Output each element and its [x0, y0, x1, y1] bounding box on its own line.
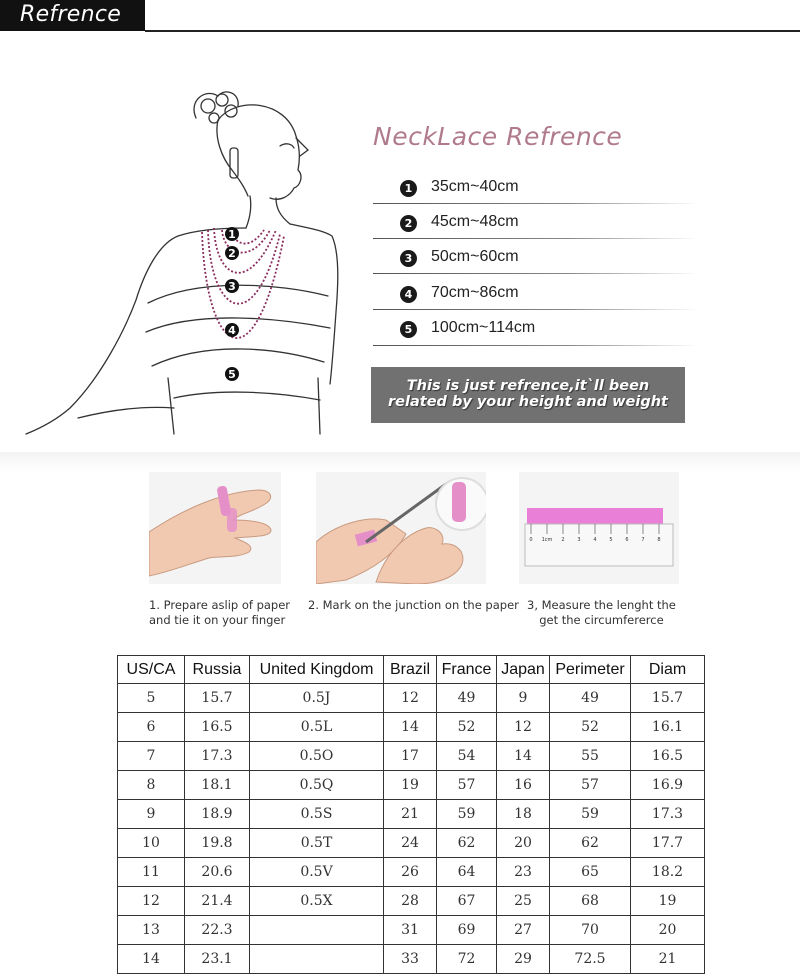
table-cell	[250, 945, 384, 974]
table-cell: 0.5J	[250, 684, 384, 713]
table-row	[118, 713, 705, 742]
table-cell: 17.3	[185, 742, 250, 771]
table-cell: 0.5S	[250, 800, 384, 829]
row-divider	[373, 203, 698, 204]
table-cell: 52	[437, 713, 497, 742]
table-cell: 62	[550, 829, 631, 858]
table-cell: 33	[384, 945, 437, 974]
table-cell: 14	[497, 742, 550, 771]
step-2-caption: 2. Mark on the junction on the paper	[308, 598, 519, 612]
table-cell: 59	[437, 800, 497, 829]
column-header: Brazil	[384, 656, 437, 684]
table-row	[118, 771, 705, 800]
ring-size-table	[117, 655, 705, 974]
table-cell: 17.3	[631, 800, 705, 829]
table-row	[118, 887, 705, 916]
table-cell: 20	[497, 829, 550, 858]
svg-text:5: 5	[228, 368, 236, 381]
table-cell: 62	[437, 829, 497, 858]
table-cell: 68	[550, 887, 631, 916]
table-cell: 70	[550, 916, 631, 945]
note-line-1: This is just refrence,it`ll been	[406, 378, 650, 394]
ruler-tick: 6	[625, 537, 629, 543]
table-cell: 57	[437, 771, 497, 800]
table-cell: 20	[631, 916, 705, 945]
column-header: France	[437, 656, 497, 684]
table-cell: 0.5L	[250, 713, 384, 742]
ruler-tick: 0	[529, 537, 533, 543]
column-header: Russia	[185, 656, 250, 684]
table-row	[118, 742, 705, 771]
table-cell: 14	[118, 945, 185, 974]
table-cell: 7	[118, 742, 185, 771]
reference-note	[371, 367, 685, 423]
table-cell: 49	[550, 684, 631, 713]
table-cell: 18.1	[185, 771, 250, 800]
svg-text:2: 2	[228, 247, 236, 260]
number-3-icon: 3	[400, 250, 417, 267]
length-label: 100cm~114cm	[431, 319, 536, 336]
table-cell: 14	[384, 713, 437, 742]
header-bar	[0, 0, 800, 32]
section-divider	[0, 452, 800, 472]
row-divider	[373, 345, 698, 346]
table-cell: 17.7	[631, 829, 705, 858]
ruler-tick: 8	[657, 537, 661, 543]
table-cell: 69	[437, 916, 497, 945]
table-cell: 24	[384, 829, 437, 858]
table-cell: 11	[118, 858, 185, 887]
length-row	[400, 176, 700, 210]
step-3-image	[519, 472, 679, 584]
table-cell: 21.4	[185, 887, 250, 916]
column-header: United Kingdom	[250, 656, 384, 684]
ruler-tick: 5	[609, 537, 613, 543]
ruler-tick: 7	[641, 537, 645, 543]
table-row	[118, 800, 705, 829]
table-cell: 67	[437, 887, 497, 916]
table-cell: 0.5O	[250, 742, 384, 771]
length-label: 35cm~40cm	[431, 178, 519, 195]
table-cell: 0.5X	[250, 887, 384, 916]
table-cell: 6	[118, 713, 185, 742]
row-divider	[373, 238, 698, 239]
table-cell: 18.2	[631, 858, 705, 887]
number-4-icon: 4	[400, 286, 417, 303]
table-cell: 28	[384, 887, 437, 916]
pen-marking-icon	[316, 472, 486, 584]
table-cell: 59	[550, 800, 631, 829]
row-divider	[373, 309, 698, 310]
ruler-tick: 1cm	[541, 537, 553, 543]
hand-ring-icon	[149, 472, 281, 584]
table-cell: 25	[497, 887, 550, 916]
note-line-2: related by your height and weight	[388, 394, 668, 410]
table-cell: 21	[384, 800, 437, 829]
row-divider	[373, 273, 698, 274]
table-row	[118, 684, 705, 713]
table-cell	[250, 916, 384, 945]
table-cell: 55	[550, 742, 631, 771]
number-1-icon: 1	[400, 180, 417, 197]
table-cell: 57	[550, 771, 631, 800]
column-header: Japan	[497, 656, 550, 684]
table-cell: 0.5V	[250, 858, 384, 887]
ruler-icon	[519, 472, 679, 584]
table-cell: 19	[384, 771, 437, 800]
table-cell: 20.6	[185, 858, 250, 887]
number-2-icon: 2	[400, 215, 417, 232]
table-cell: 72.5	[550, 945, 631, 974]
table-row	[118, 858, 705, 887]
table-cell: 22.3	[185, 916, 250, 945]
length-label: 50cm~60cm	[431, 248, 519, 265]
table-row	[118, 829, 705, 858]
step-3-caption: 3, Measure the lenght the get the circumfererce	[527, 598, 676, 627]
table-cell: 5	[118, 684, 185, 713]
table-cell: 26	[384, 858, 437, 887]
table-cell: 21	[631, 945, 705, 974]
table-cell: 49	[437, 684, 497, 713]
table-cell: 0.5T	[250, 829, 384, 858]
column-header: Diam	[631, 656, 705, 684]
necklace-illustration	[18, 78, 358, 438]
table-cell: 16.5	[631, 742, 705, 771]
table-body	[118, 684, 705, 974]
table-cell: 19	[631, 887, 705, 916]
ruler-tick: 4	[593, 537, 597, 543]
table-cell: 9	[497, 684, 550, 713]
table-cell: 29	[497, 945, 550, 974]
table-cell: 31	[384, 916, 437, 945]
table-cell: 12	[118, 887, 185, 916]
column-header: Perimeter	[550, 656, 631, 684]
table-cell: 12	[497, 713, 550, 742]
table-cell: 15.7	[185, 684, 250, 713]
ruler-tick: 3	[577, 537, 581, 543]
header-tab	[0, 0, 145, 31]
number-5-icon: 5	[400, 321, 417, 338]
table-cell: 8	[118, 771, 185, 800]
table-cell: 18.9	[185, 800, 250, 829]
table-cell: 16.9	[631, 771, 705, 800]
table-cell: 17	[384, 742, 437, 771]
column-header: US/CA	[118, 656, 185, 684]
table-cell: 9	[118, 800, 185, 829]
necklace-title: NeckLace Refrence	[373, 122, 623, 151]
table-cell: 72	[437, 945, 497, 974]
table-cell: 23	[497, 858, 550, 887]
table-cell: 18	[497, 800, 550, 829]
table-header-row	[118, 656, 705, 684]
table-cell: 52	[550, 713, 631, 742]
table-cell: 16.5	[185, 713, 250, 742]
svg-text:4: 4	[228, 324, 236, 337]
step-1-image	[149, 472, 281, 584]
header-title: Refrence	[20, 2, 122, 27]
table-cell: 13	[118, 916, 185, 945]
length-label: 70cm~86cm	[431, 284, 519, 301]
table-row	[118, 916, 705, 945]
table-cell: 64	[437, 858, 497, 887]
table-cell: 23.1	[185, 945, 250, 974]
table-cell: 10	[118, 829, 185, 858]
table-cell: 54	[437, 742, 497, 771]
svg-text:1: 1	[228, 228, 236, 241]
header-divider	[145, 30, 800, 32]
length-row	[400, 282, 700, 316]
table-cell: 16	[497, 771, 550, 800]
table-row	[118, 945, 705, 974]
length-row	[400, 246, 700, 280]
step-2-image	[316, 472, 486, 584]
table-cell: 27	[497, 916, 550, 945]
svg-text:3: 3	[228, 280, 236, 293]
table-cell: 19.8	[185, 829, 250, 858]
length-label: 45cm~48cm	[431, 213, 519, 230]
table-cell: 65	[550, 858, 631, 887]
table-cell: 16.1	[631, 713, 705, 742]
table-cell: 12	[384, 684, 437, 713]
table-cell: 15.7	[631, 684, 705, 713]
length-row	[400, 211, 700, 245]
step-1-caption: 1. Prepare aslip of paper and tie it on your finger	[149, 598, 291, 627]
table-cell: 0.5Q	[250, 771, 384, 800]
ruler-tick: 2	[561, 537, 565, 543]
